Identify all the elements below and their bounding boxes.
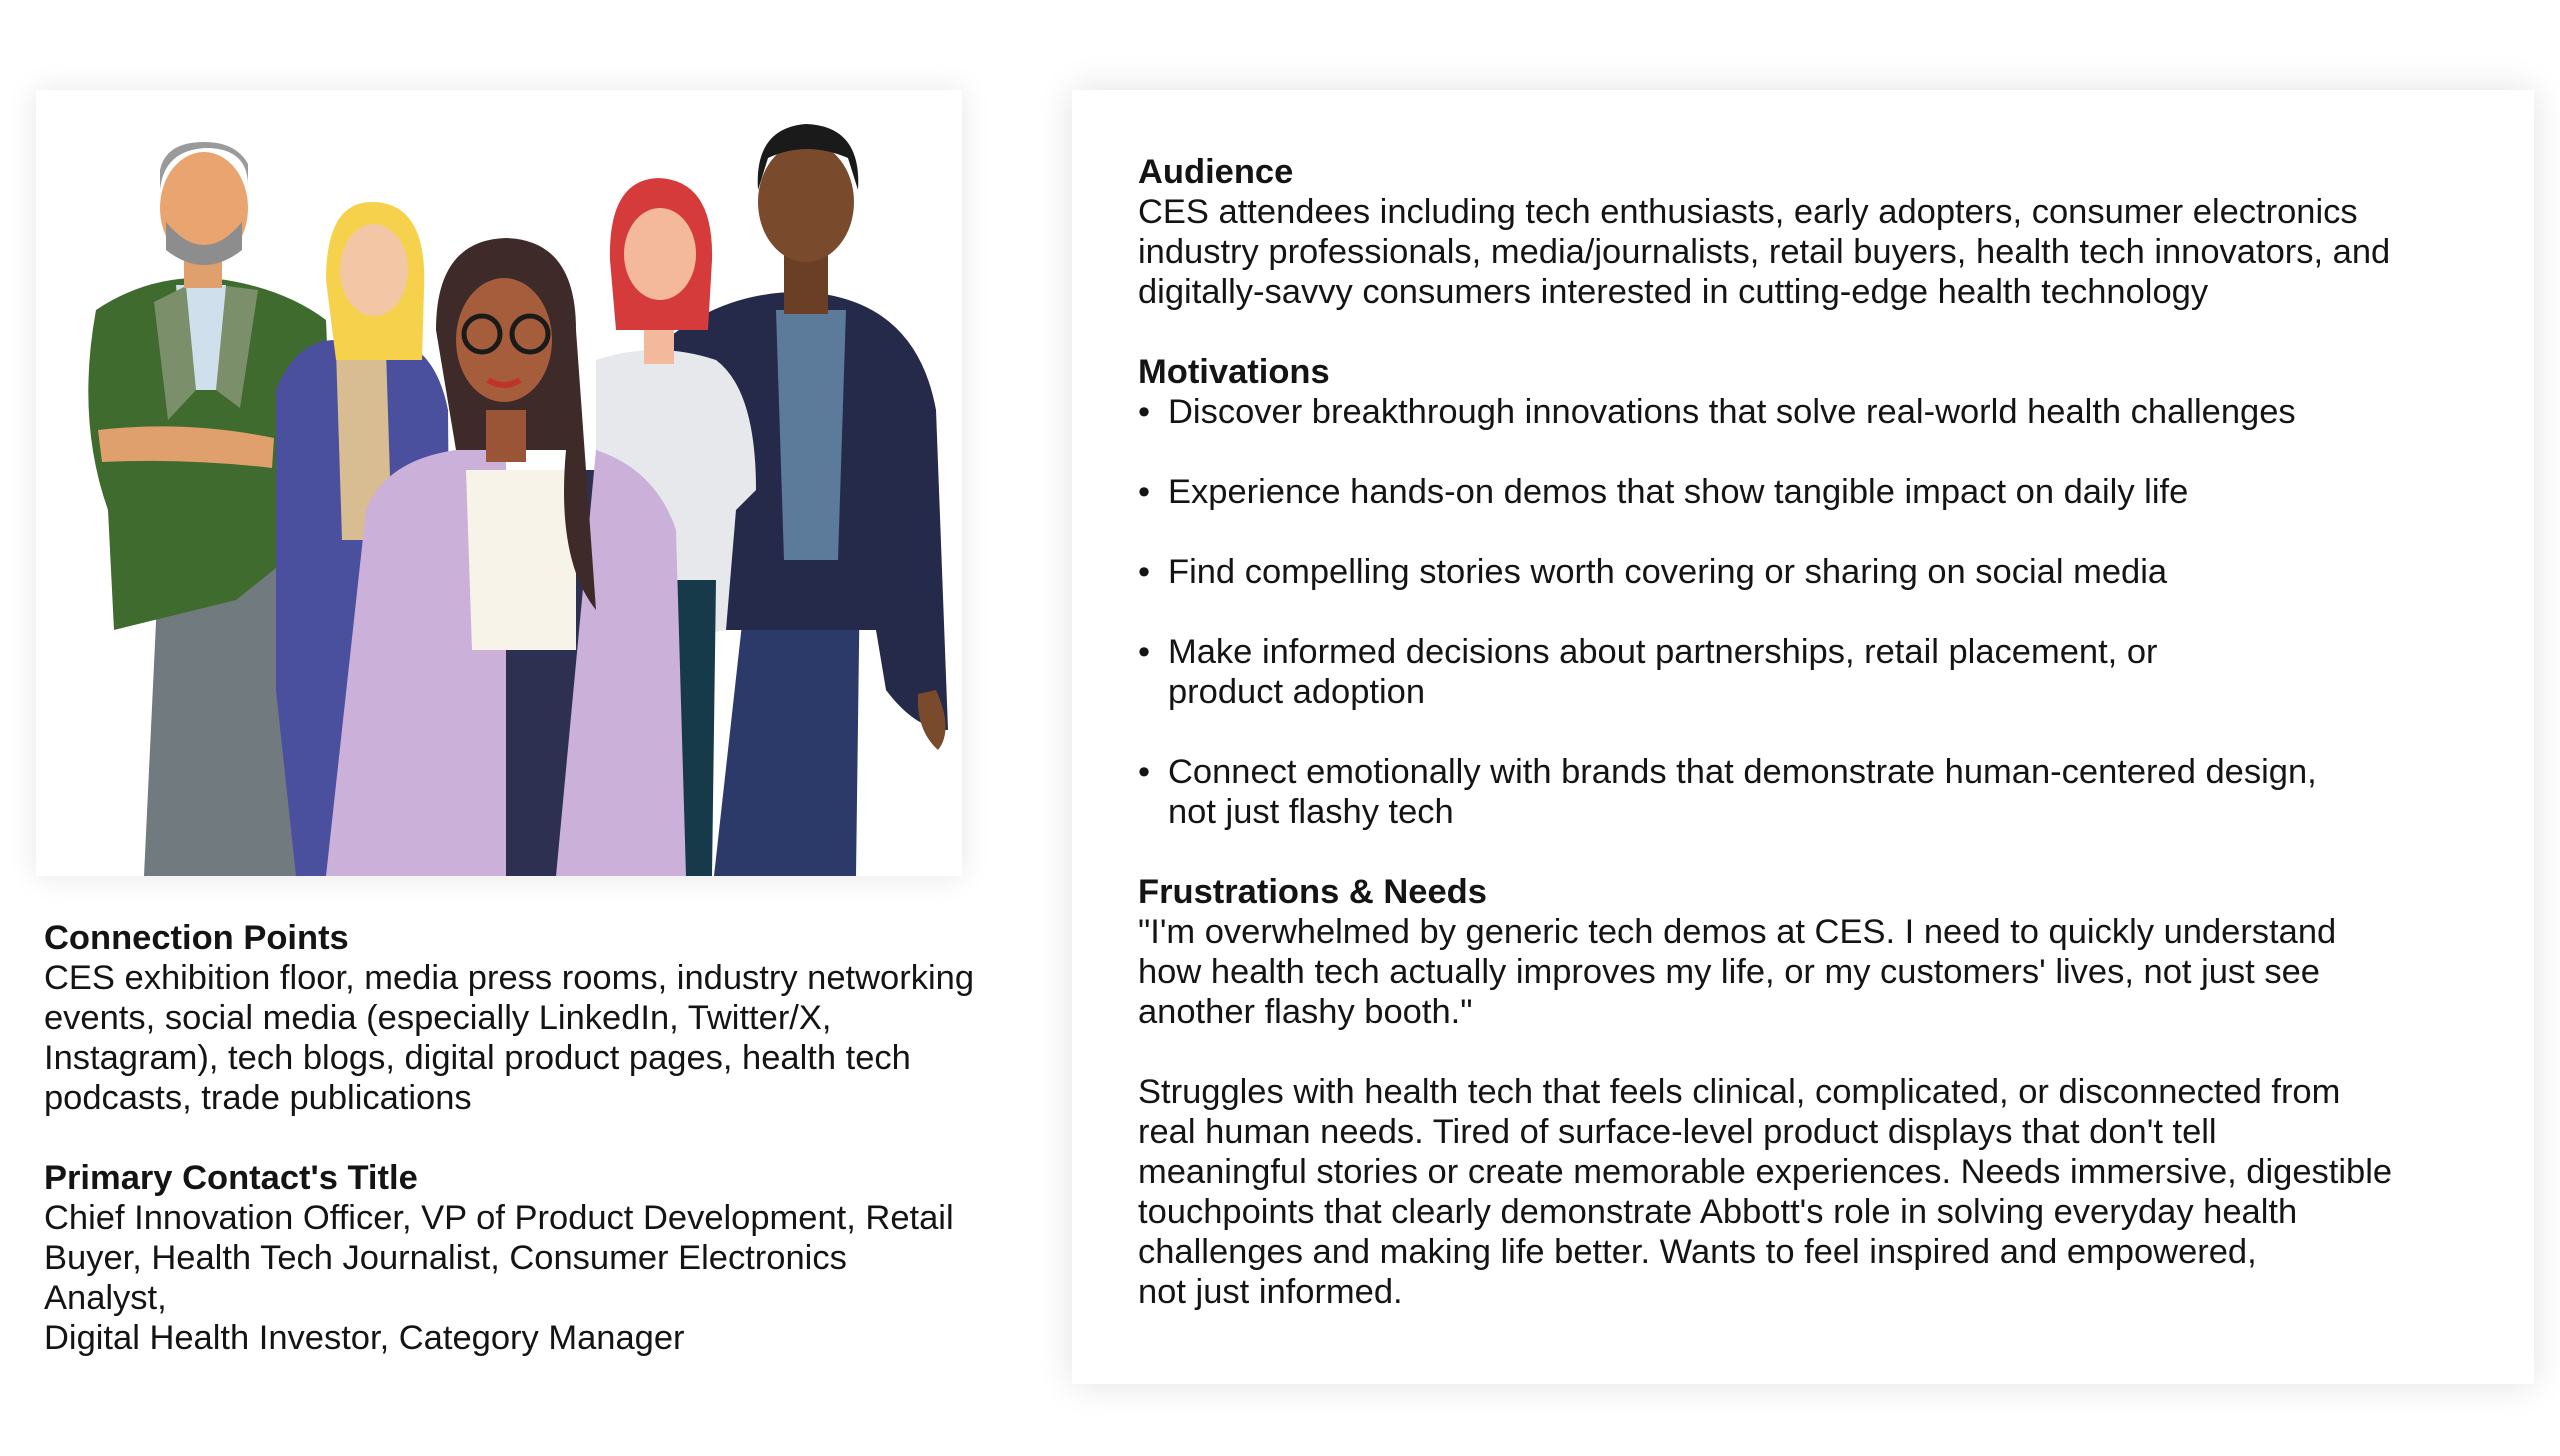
- list-item-text: Find compelling stories worth covering or sharing on social media: [1168, 553, 2168, 591]
- bullet-icon: •: [1138, 753, 1151, 791]
- connection-points-text: CES exhibition floor, media press rooms, industry networking events, social media (especially LinkedIn, Twitter/X, Instagram), tech blogs, digital product pages, health tech podcasts, trade publications: [44, 959, 975, 1117]
- frustrations-quote: "I'm overwhelmed by generic tech demos at CES. I need to quickly understand how health tech actually improves my life, or my customers' lives, not just see another flashy booth.": [1138, 913, 2337, 1031]
- list-item-text: Experience hands-on demos that show tangible impact on daily life: [1168, 473, 2189, 511]
- primary-contact-text: Chief Innovation Officer, VP of Product Development, Retail Buyer, Health Tech Journalist, Consumer Electronics Analyst, Digital Health Investor, Category Manager: [44, 1199, 954, 1357]
- list-item: [1138, 392, 2498, 432]
- persona-details-card: [1072, 90, 2534, 1384]
- persona-details-text: [1138, 152, 2498, 1312]
- group-of-people-illustration: [36, 90, 962, 876]
- bullet-icon: •: [1138, 393, 1151, 431]
- motivations-list: [1138, 392, 2498, 832]
- frustrations-heading: Frustrations & Needs: [1138, 873, 1487, 911]
- primary-contact-heading: Primary Contact's Title: [44, 1159, 418, 1197]
- list-item-text: Make informed decisions about partnerships, retail placement, or product adoption: [1168, 633, 2158, 711]
- list-item: [1138, 752, 2498, 832]
- bullet-icon: •: [1138, 633, 1151, 671]
- bullet-icon: •: [1138, 473, 1151, 511]
- motivations-heading: Motivations: [1138, 353, 1330, 391]
- audience-heading: Audience: [1138, 153, 1294, 191]
- list-item: [1138, 472, 2498, 512]
- list-item-text: Connect emotionally with brands that demonstrate human-centered design, not just flashy tech: [1168, 753, 2317, 831]
- bullet-icon: •: [1138, 553, 1151, 591]
- people-illustration: [36, 90, 962, 876]
- connection-points-heading: Connection Points: [44, 919, 349, 957]
- left-text-column: [44, 918, 974, 1358]
- list-item: [1138, 552, 2498, 592]
- list-item-text: Discover breakthrough innovations that solve real-world health challenges: [1168, 393, 2296, 431]
- audience-text: CES attendees including tech enthusiasts, early adopters, consumer electronics industry professionals, media/journalists, retail buyers, health tech innovators, and digitally-savvy consumers interested in cutting-edge health technology: [1138, 193, 2391, 311]
- frustrations-text: Struggles with health tech that feels clinical, complicated, or disconnected from real human needs. Tired of surface-level product displays that don't tell meaningful stories or create memorable experiences. Needs immersive, digestible touchpoints that clearly demonstrate Abbott's role in solving everyday health challenges and making life better. Wants to feel inspired and empowered, not just informed.: [1138, 1073, 2393, 1311]
- list-item: [1138, 632, 2498, 712]
